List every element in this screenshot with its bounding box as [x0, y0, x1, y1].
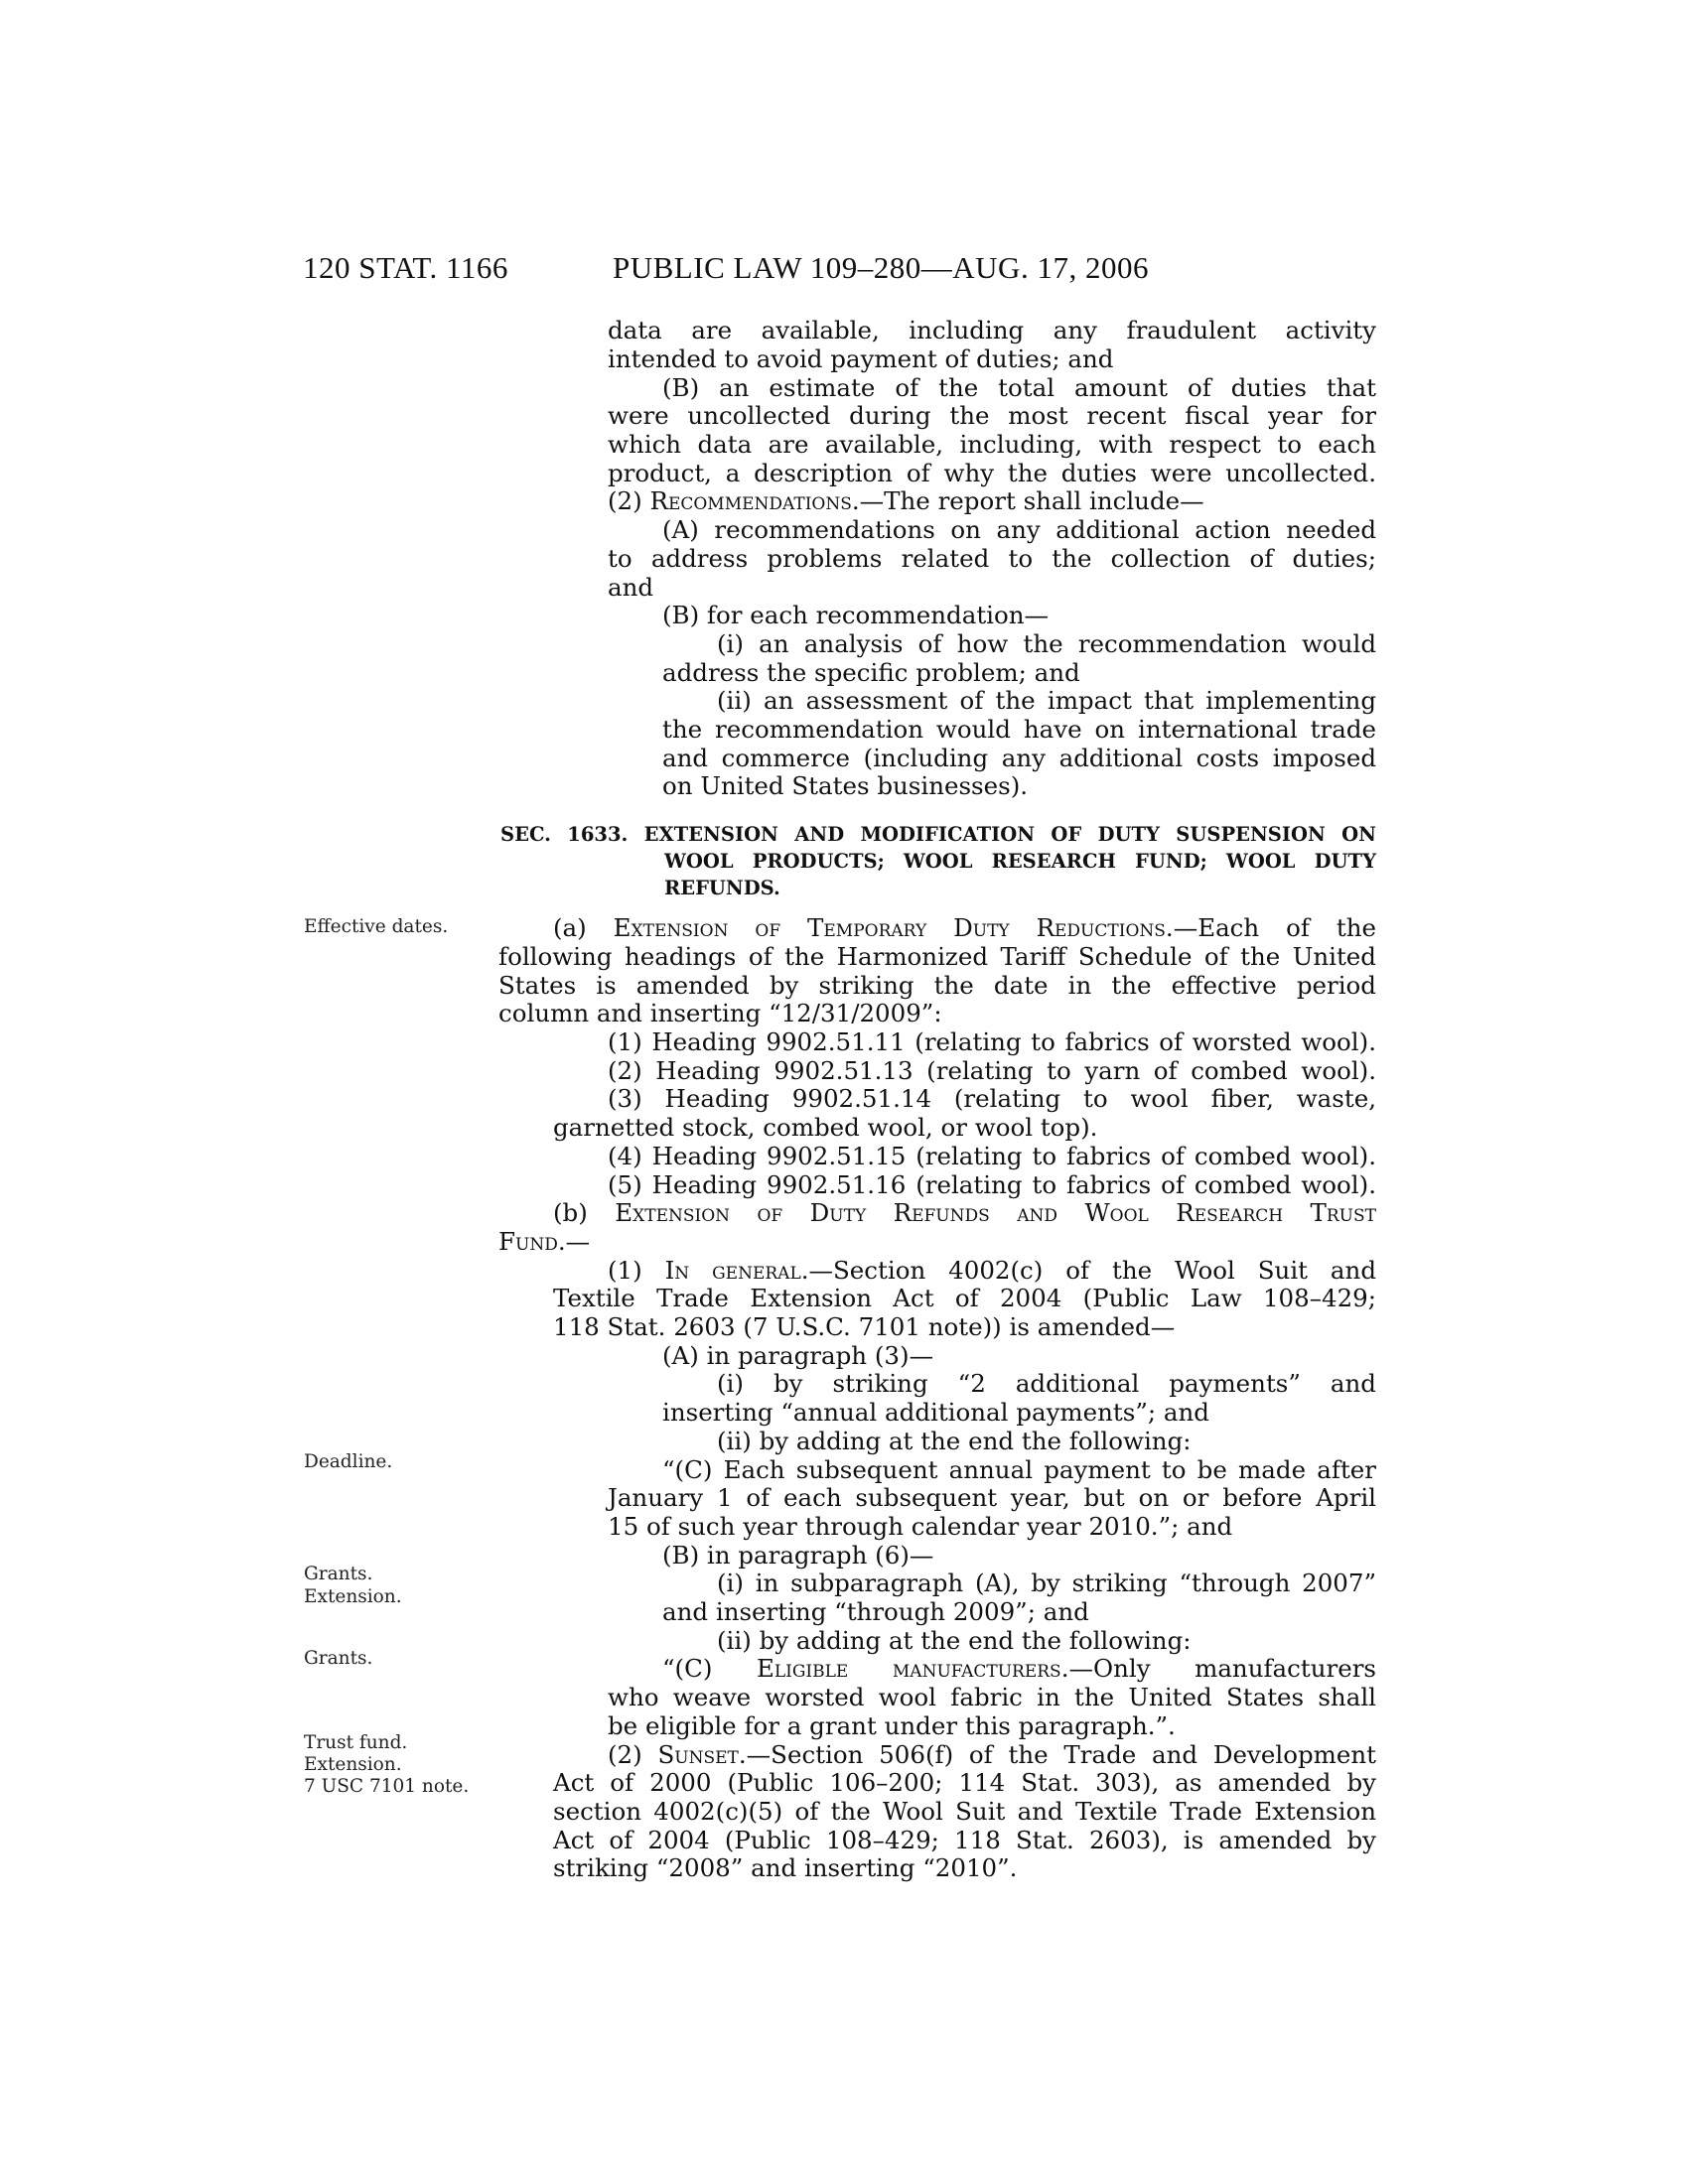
margin-note-extension: Extension.: [304, 1754, 402, 1775]
paragraph-number: (1): [608, 1256, 665, 1285]
text-line: “(C) Each subsequent annual payment to be made after: [662, 1455, 1376, 1484]
text-line: (i) by striking “2 additional payments” and: [717, 1369, 1376, 1398]
paragraph-text: .—Section 506(f) of the Trade and Development: [738, 1740, 1377, 1769]
paragraph-caption: Eligible manufacturers: [756, 1654, 1061, 1683]
text-line: (B) in paragraph (6)—: [662, 1541, 934, 1570]
subsection-b: [553, 1198, 1376, 1227]
margin-note-trust-fund: Trust fund.: [304, 1732, 408, 1753]
margin-note-effective-dates: Effective dates.: [304, 916, 449, 937]
subsection-caption: Extension of Duty Refunds and Wool Research Trust: [615, 1198, 1376, 1227]
heading-item: (1) Heading 9902.51.11 (relating to fabrics of worsted wool).: [608, 1027, 1376, 1056]
text-line: (i) an analysis of how the recommendation would: [717, 629, 1376, 658]
text-line: 15 of such year through calendar year 2010.”; and: [608, 1512, 1233, 1541]
text-line: column and inserting “12/31/2009”:: [498, 999, 942, 1027]
stat-page-number: 120 STAT. 1166: [303, 250, 508, 285]
subsection-caption: Extension of Temporary Duty Reductions: [613, 913, 1166, 942]
text-line: Act of 2000 (Public 106–200; 114 Stat. 303), as amended by: [553, 1768, 1376, 1797]
text-line: were uncollected during the most recent fiscal year for: [608, 401, 1376, 430]
heading-item: (2) Heading 9902.51.13 (relating to yarn of combed wool).: [608, 1056, 1376, 1085]
text-line: data are available, including any fraudulent activity: [608, 316, 1376, 344]
text-line: and: [608, 573, 654, 602]
text-line: (A) in paragraph (3)—: [662, 1341, 934, 1370]
text-line: States is amended by striking the date in the effective period: [498, 971, 1376, 1000]
text-line: Textile Trade Extension Act of 2004 (Public Law 108–429;: [553, 1284, 1376, 1312]
text-line: (A) recommendations on any additional action needed: [662, 515, 1376, 544]
paragraph-eligible-manufacturers: [662, 1654, 1376, 1683]
text-line: and inserting “through 2009”; and: [662, 1597, 1089, 1626]
margin-note-extension: Extension.: [304, 1586, 402, 1607]
heading-item: (5) Heading 9902.51.16 (relating to fabrics of combed wool).: [608, 1170, 1376, 1199]
margin-note-usc-citation: 7 USC 7101 note.: [304, 1776, 470, 1797]
subsection-number: (a): [553, 913, 614, 942]
text-line: (i) in subparagraph (A), by striking “through 2007”: [717, 1569, 1376, 1597]
paragraph-in-general: [608, 1256, 1376, 1285]
running-head: PUBLIC LAW 109–280—AUG. 17, 2006: [613, 250, 1149, 285]
heading-item: (4) Heading 9902.51.15 (relating to fabrics of combed wool).: [608, 1142, 1376, 1170]
text-line: January 1 of each subsequent year, but on or before April: [608, 1483, 1376, 1512]
text-line: the recommendation would have on international trade: [662, 715, 1376, 744]
paragraph-number: (2): [608, 1740, 658, 1769]
text-line: on United States businesses).: [662, 771, 1029, 800]
text-line: (B) an estimate of the total amount of duties that: [662, 373, 1376, 402]
subsection-caption: Fund: [498, 1227, 558, 1256]
subsection-a: [553, 913, 1376, 942]
subsection-text: .—Each of the: [1165, 913, 1376, 942]
quote-open: “(C): [662, 1654, 757, 1683]
margin-note-grants: Grants.: [304, 1564, 373, 1584]
text-line: address the specific problem; and: [662, 658, 1080, 687]
text-line: to address problems related to the collection of duties;: [608, 544, 1376, 573]
text-line: following headings of the Harmonized Tariff Schedule of the United: [498, 942, 1376, 971]
subsection-text: .—: [557, 1227, 591, 1256]
subsection-b-continued: [498, 1227, 1376, 1256]
paragraph-text: .—The report shall include—: [851, 486, 1204, 515]
text-line: Act of 2004 (Public 108–429; 118 Stat. 2603), is amended by: [553, 1826, 1376, 1854]
text-line: who weave worsted wool fabric in the United States shall: [608, 1683, 1376, 1711]
text-line: and commerce (including any additional costs imposed: [662, 744, 1376, 772]
paragraph-sunset: [608, 1740, 1376, 1769]
paragraph-caption: Sunset: [657, 1740, 739, 1769]
subsection-number: (b): [553, 1198, 616, 1227]
section-heading: REFUNDS.: [664, 877, 780, 899]
text-line: section 4002(c)(5) of the Wool Suit and Textile Trade Extension: [553, 1797, 1376, 1826]
text-line: (ii) an assessment of the impact that implementing: [717, 686, 1376, 715]
paragraph-text: .—Section 4002(c) of the Wool Suit and: [800, 1256, 1377, 1285]
section-heading: SEC. 1633. EXTENSION AND MODIFICATION OF DUTY SUSPENSION ON: [500, 823, 1376, 846]
heading-item: garnetted stock, combed wool, or wool top).: [553, 1113, 1098, 1142]
text-line: inserting “annual additional payments”; and: [662, 1398, 1209, 1427]
text-line: product, a description of why the duties were uncollected.: [608, 459, 1376, 487]
text-line: (ii) by adding at the end the following:: [717, 1626, 1192, 1655]
heading-item: (3) Heading 9902.51.14 (relating to wool fiber, waste,: [608, 1084, 1376, 1113]
text-line: (B) for each recommendation—: [662, 601, 1050, 629]
text-line: intended to avoid payment of duties; and: [608, 344, 1114, 373]
text-line: (ii) by adding at the end the following:: [717, 1427, 1192, 1455]
paragraph-text: .—Only manufacturers: [1060, 1654, 1376, 1683]
paragraph-recommendations: [608, 486, 1376, 515]
margin-note-deadline: Deadline.: [304, 1451, 393, 1472]
text-line: 118 Stat. 2603 (7 U.S.C. 7101 note)) is amended—: [553, 1312, 1176, 1341]
margin-note-grants: Grants.: [304, 1648, 373, 1669]
text-line: which data are available, including, with respect to each: [608, 430, 1376, 459]
paragraph-caption: Recommendations: [649, 486, 852, 515]
paragraph-caption: In general: [664, 1256, 801, 1285]
section-heading: WOOL PRODUCTS; WOOL RESEARCH FUND; WOOL DUTY: [664, 850, 1376, 873]
text-line: striking “2008” and inserting “2010”.: [553, 1853, 1018, 1882]
text-line: be eligible for a grant under this paragraph.”.: [608, 1711, 1176, 1740]
paragraph-number: (2): [608, 486, 650, 515]
